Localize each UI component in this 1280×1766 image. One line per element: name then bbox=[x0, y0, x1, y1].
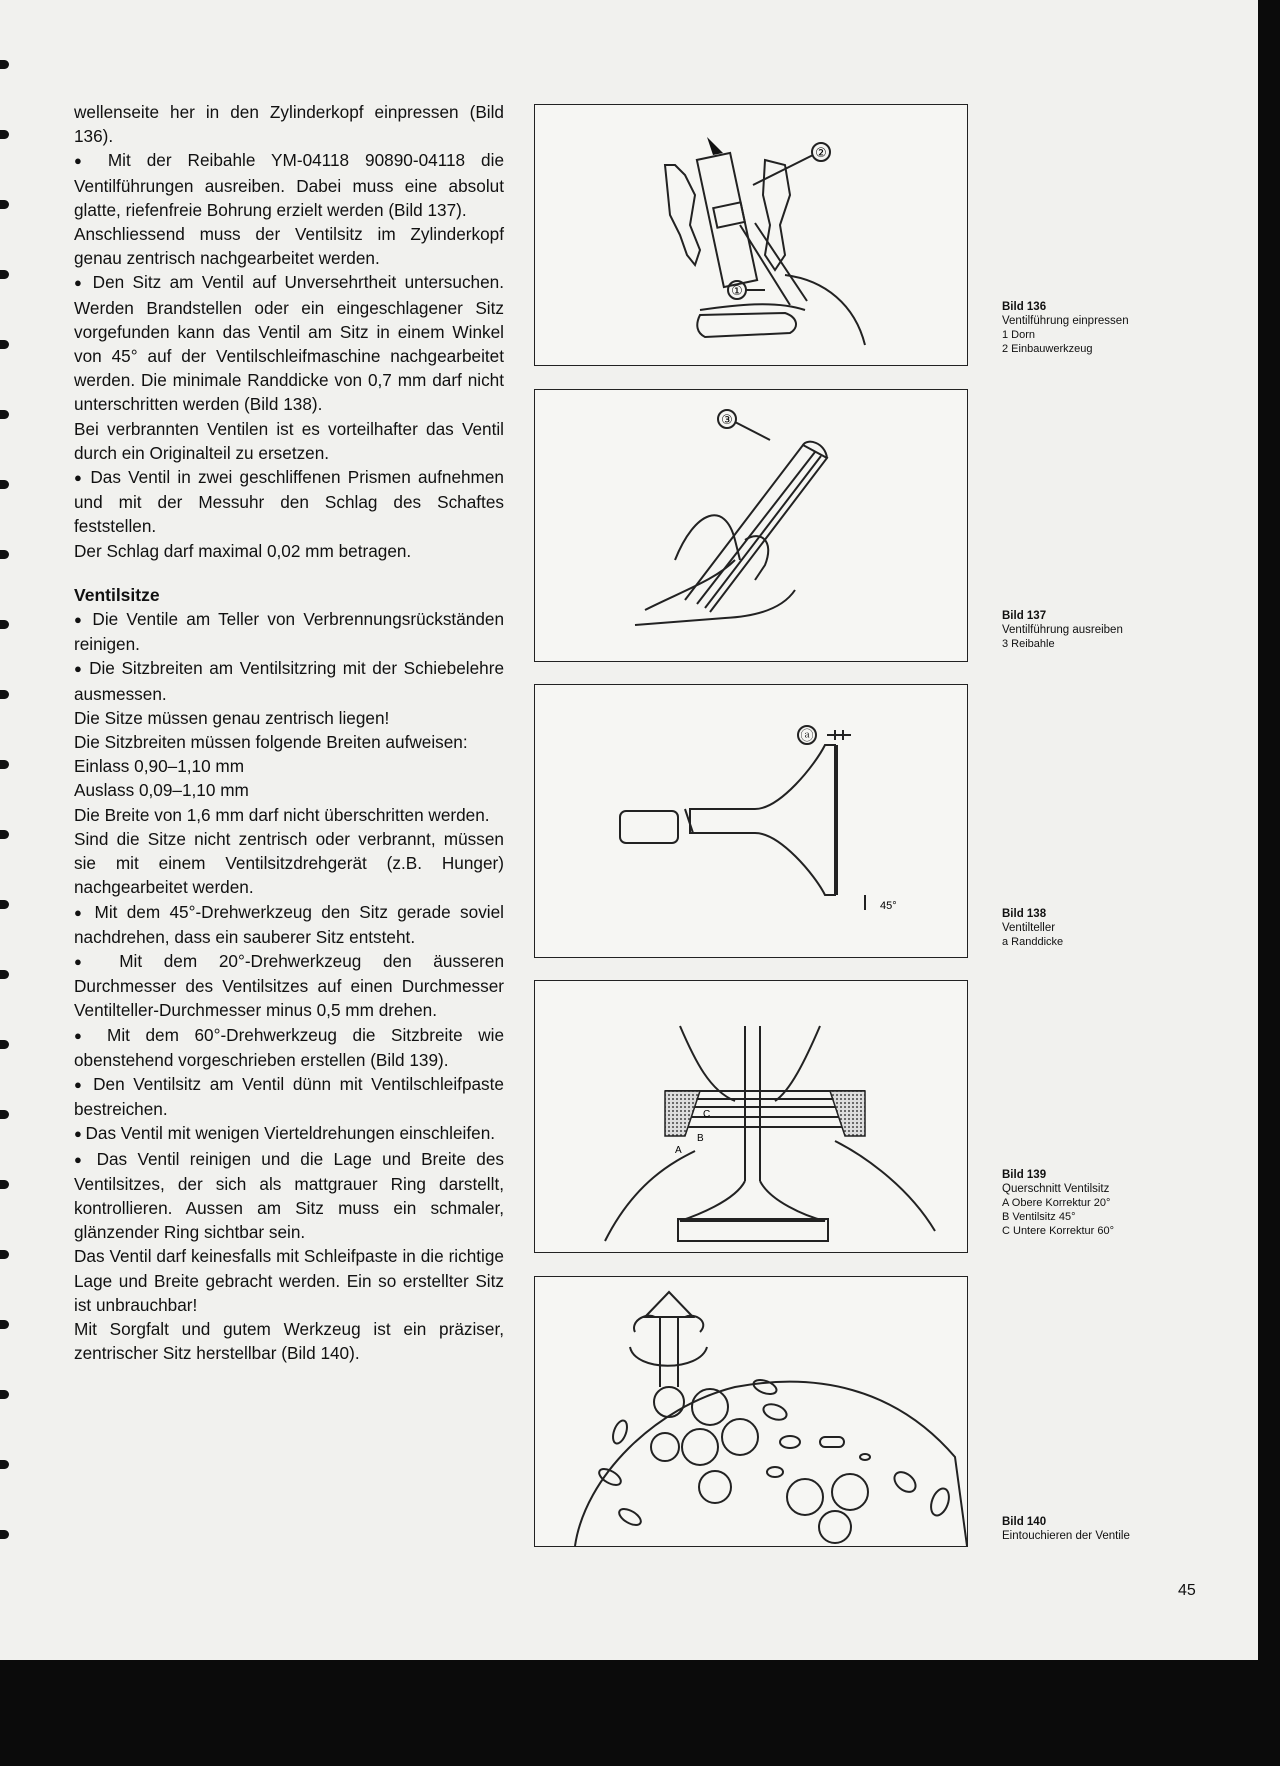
label-b: B bbox=[697, 1133, 704, 1144]
bullet-paragraph: ● Die Sitzbreiten am Ventilsitzring mit der Schiebelehre ausmessen. bbox=[74, 656, 504, 705]
caption-title: Bild 140 bbox=[1002, 1516, 1047, 1528]
callout-3: ③ bbox=[721, 413, 733, 428]
binding-holes bbox=[0, 40, 14, 1620]
figure-137-illustration bbox=[534, 389, 968, 662]
valve-guide-press-drawing bbox=[535, 105, 967, 365]
caption-item: 3 Reibahle bbox=[1002, 638, 1055, 650]
paragraph: Die Sitzbreiten müssen folgende Breiten aufweisen: bbox=[74, 732, 468, 753]
page-number: 45 bbox=[1178, 1582, 1196, 1599]
paragraph: Die Breite von 1,6 mm darf nicht überschritten werden. bbox=[74, 804, 490, 825]
paragraph: Mit Sorgfalt und gutem Werkzeug ist ein präziser, zentrischer Sitz herstellbar (Bild 140). bbox=[74, 1318, 504, 1364]
paragraph: Anschliessend muss der Ventilsitz im Zylinderkopf genau zentrisch nachgearbeitet werden. bbox=[74, 224, 504, 269]
caption-title: Bild 139 bbox=[1002, 1169, 1047, 1181]
caption-subtitle: Ventilführung einpressen bbox=[1002, 315, 1129, 327]
caption-title: Bild 136 bbox=[1002, 301, 1047, 313]
bullet-paragraph: ● Mit dem 20°-Drehwerkzeug den äusseren Durchmesser des Ventilsitzes auf einen Durchmesser Ventilteller-Durchmesser minus 0,5 mm drehen. bbox=[74, 949, 504, 1023]
caption-subtitle: Querschnitt Ventilsitz bbox=[1002, 1183, 1110, 1195]
reamer-drawing bbox=[535, 390, 967, 661]
valve-seat-cross-section-drawing bbox=[535, 981, 967, 1252]
bullet-paragraph: ● Mit der Reibahle YM-04118 90890-04118 die Ventilführungen ausreiben. Dabei muss eine absolut glatte, riefenfreie Bohrung erzielt werden (Bild 137). bbox=[74, 148, 504, 222]
caption-138 bbox=[1002, 907, 1172, 949]
bullet-paragraph: ● Den Sitz am Ventil auf Unversehrtheit untersuchen. Werden Brandstellen oder ein eingeschlagener Sitz vorgefunden kann das Ventil am Sitz in einem Winkel von 45° auf der Ventilschleifmaschine nachgearbeitet werden. Die minimale Randdicke von 0,7 mm darf nicht unterschritten werden (Bild 138). bbox=[74, 270, 504, 416]
caption-subtitle: Ventilführung ausreiben bbox=[1002, 624, 1123, 636]
bullet-paragraph: ● Die Ventile am Teller von Verbrennungsrückständen reinigen. bbox=[74, 607, 504, 656]
caption-title: Bild 137 bbox=[1002, 610, 1047, 622]
valve-lapping-drawing bbox=[535, 1277, 967, 1546]
angle-label: 45° bbox=[880, 900, 897, 912]
paragraph: Die Sitze müssen genau zentrisch liegen! bbox=[74, 707, 390, 728]
caption-subtitle: Ventilteller bbox=[1002, 922, 1056, 934]
bullet-paragraph: ● Das Ventil in zwei geschliffenen Prismen aufnehmen und mit der Messuhr den Schlag des Schaftes feststellen. bbox=[74, 465, 504, 539]
caption-item: A Obere Korrektur 20° bbox=[1002, 1197, 1111, 1209]
caption-140 bbox=[1002, 1515, 1172, 1543]
caption-item: 1 Dorn bbox=[1002, 329, 1036, 341]
bullet-paragraph: ● Das Ventil mit wenigen Vierteldrehungen einschleifen. bbox=[74, 1121, 504, 1146]
figure-136-illustration bbox=[534, 104, 968, 366]
bullet-paragraph: ● Das Ventil reinigen und die Lage und Breite des Ventilsitzes, der sich als mattgrauer Ring darstellt, kontrollieren. Aussen am Sitz muss ein schmaler, glänzender Ring sichtbar sein. bbox=[74, 1147, 504, 1245]
spec-line: Auslass 0,09–1,10 mm bbox=[74, 780, 249, 801]
valve-disc-drawing bbox=[535, 685, 967, 957]
paragraph: Der Schlag darf maximal 0,02 mm betragen. bbox=[74, 540, 412, 561]
callout-2: ② bbox=[815, 146, 827, 161]
figure-140-illustration bbox=[534, 1276, 968, 1547]
caption-item: 2 Einbauwerkzeug bbox=[1002, 343, 1093, 355]
figure-138-illustration bbox=[534, 684, 968, 958]
caption-item: C Untere Korrektur 60° bbox=[1002, 1225, 1114, 1237]
callout-a: ⓐ bbox=[800, 729, 814, 744]
callout-1: ① bbox=[731, 284, 743, 299]
caption-subtitle: Eintouchieren der Ventile bbox=[1002, 1530, 1130, 1542]
paragraph: wellenseite her in den Zylinderkopf einpressen (Bild 136). bbox=[74, 102, 504, 147]
label-a: A bbox=[675, 1145, 682, 1156]
figure-139-illustration bbox=[534, 980, 968, 1253]
caption-title: Bild 138 bbox=[1002, 908, 1047, 920]
paragraph: Sind die Sitze nicht zentrisch oder verbrannt, müssen sie mit einem Ventilsitzdrehgerät (z.B. Hunger) nachgearbeitet werden. bbox=[74, 828, 504, 898]
caption-136 bbox=[1002, 300, 1172, 356]
bullet-paragraph: ● Mit dem 45°-Drehwerkzeug den Sitz gerade soviel nachdrehen, dass ein sauberer Sitz entsteht. bbox=[74, 900, 504, 949]
body-text bbox=[74, 100, 504, 1365]
paragraph: Das Ventil darf keinesfalls mit Schleifpaste in die richtige Lage und Breite gebracht werden. Ein so erstellter Sitz ist unbrauchbar! bbox=[74, 1246, 504, 1315]
bullet-paragraph: ● Mit dem 60°-Drehwerkzeug die Sitzbreite wie obenstehend vorgeschrieben erstellen (Bild 139). bbox=[74, 1023, 504, 1072]
bullet-paragraph: ● Den Ventilsitz am Ventil dünn mit Ventilschleifpaste bestreichen. bbox=[74, 1072, 504, 1121]
caption-item: a Randdicke bbox=[1002, 936, 1064, 948]
paragraph: Bei verbrannten Ventilen ist es vorteilhafter das Ventil durch ein Originalteil zu ersetzen. bbox=[74, 418, 504, 463]
caption-139 bbox=[1002, 1168, 1172, 1238]
label-c: C bbox=[703, 1109, 711, 1120]
section-heading: Ventilsitze bbox=[74, 584, 160, 605]
caption-137 bbox=[1002, 609, 1172, 651]
spec-line: Einlass 0,90–1,10 mm bbox=[74, 756, 245, 777]
caption-item: B Ventilsitz 45° bbox=[1002, 1211, 1076, 1223]
